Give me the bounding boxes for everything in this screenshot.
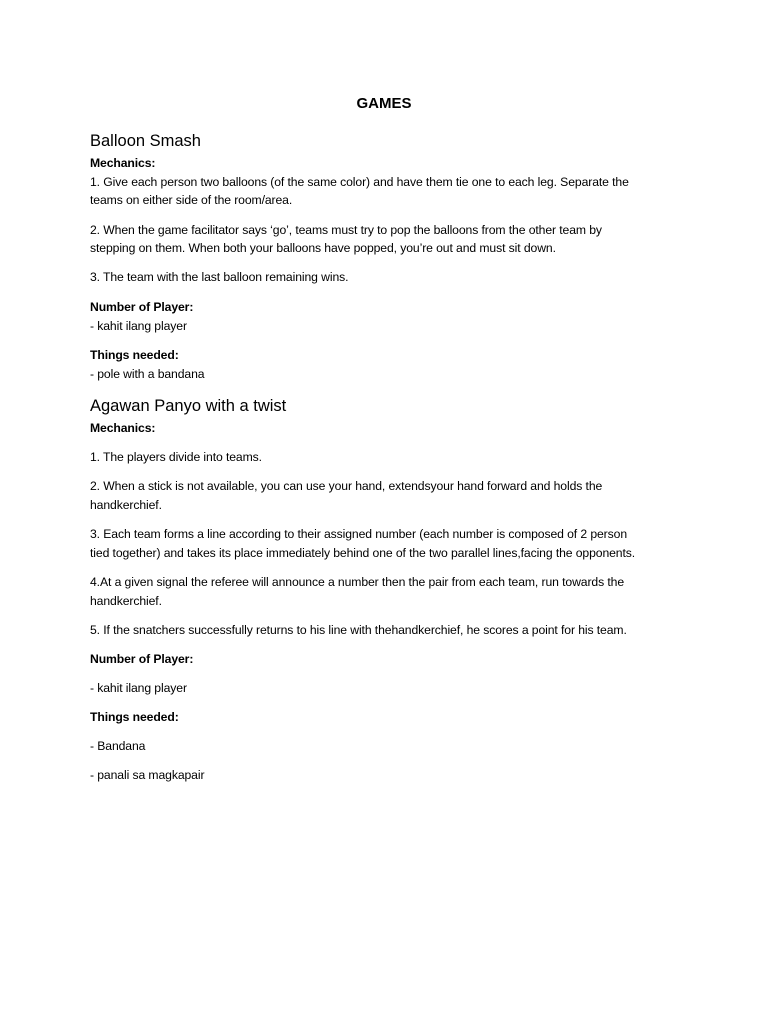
step-text: teams on either side of the room/area. bbox=[90, 193, 293, 207]
step-text: 2. When a stick is not available, you can use your hand, extendsyour hand forward and holds the bbox=[90, 479, 603, 493]
things-item: - panali sa magkapair bbox=[90, 768, 205, 782]
section-heading-balloon-smash: Balloon Smash bbox=[90, 132, 201, 150]
step-text: tied together) and takes its place immediately behind one of the two parallel lines,facing the opponents. bbox=[90, 546, 636, 560]
section-heading-agawan-panyo: Agawan Panyo with a twist bbox=[90, 397, 287, 415]
things-value: - pole with a bandana bbox=[90, 367, 205, 381]
things-label: Things needed: bbox=[90, 348, 179, 362]
step-text: handkerchief. bbox=[90, 498, 162, 512]
mechanics-label: Mechanics: bbox=[90, 156, 156, 170]
step-text: handkerchief. bbox=[90, 594, 162, 608]
step-text: stepping on them. When both your balloons have popped, you’re out and must sit down. bbox=[90, 241, 556, 255]
step-text: 2. When the game facilitator says ‘go’, teams must try to pop the balloons from the other team by bbox=[90, 223, 602, 237]
players-value: - kahit ilang player bbox=[90, 681, 187, 695]
step-text: 3. Each team forms a line according to their assigned number (each number is composed of 2 person bbox=[90, 527, 627, 541]
step-text: 1. Give each person two balloons (of the same color) and have them tie one to each leg. Separate the bbox=[90, 175, 629, 189]
things-item: - Bandana bbox=[90, 739, 146, 753]
page-title: GAMES bbox=[356, 95, 412, 112]
step-text: 5. If the snatchers successfully returns to his line with thehandkerchief, he scores a point for his team. bbox=[90, 623, 627, 637]
players-label: Number of Player: bbox=[90, 300, 194, 314]
mechanics-label: Mechanics: bbox=[90, 421, 156, 435]
step-text: 4.At a given signal the referee will announce a number then the pair from each team, run towards the bbox=[90, 575, 625, 589]
things-label: Things needed: bbox=[90, 710, 179, 724]
players-label: Number of Player: bbox=[90, 652, 194, 666]
step-text: 3. The team with the last balloon remaining wins. bbox=[90, 270, 349, 284]
step-text: 1. The players divide into teams. bbox=[90, 450, 262, 464]
players-value: - kahit ilang player bbox=[90, 319, 187, 333]
